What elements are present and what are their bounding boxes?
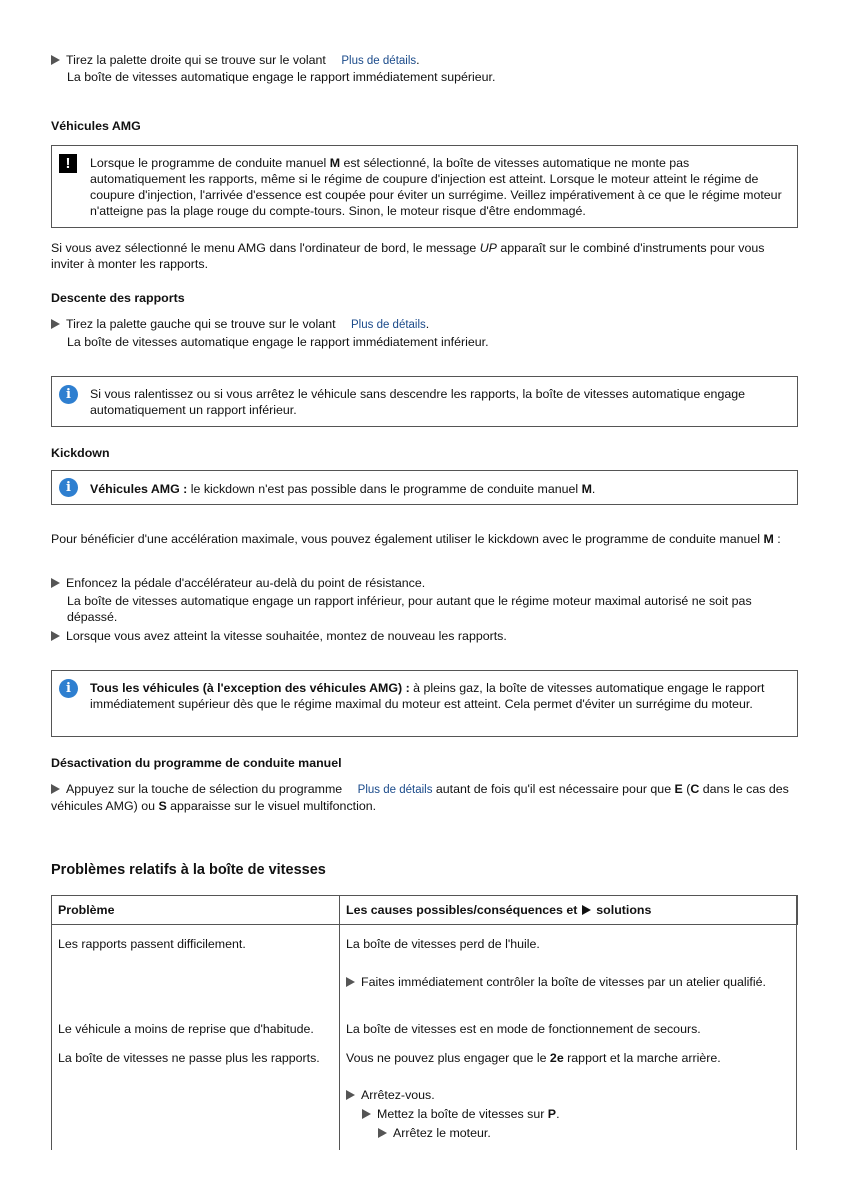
step-arrow-icon <box>51 55 60 65</box>
problem-3: La boîte de vitesses ne passe plus les rapports. <box>58 1051 320 1065</box>
kickdown-info-text: Véhicules AMG : le kickdown n'est pas possible dans le programme de conduite manuel M. <box>90 482 596 496</box>
step-arrow-icon <box>346 977 355 987</box>
deactivate-step: Appuyez sur la touche de sélection du programme Plus de détails autant de fois qu'il est nécessaire pour que E (C dans le cas des véhicules AMG) ou S apparaisse sur le visuel multifonction. <box>51 782 789 813</box>
kickdown-info-box-2 <box>51 670 798 737</box>
solution-arrow-icon <box>582 905 591 915</box>
kickdown-info-text-2: Tous les véhicules (à l'exception des véhicules AMG) : à pleins gaz, la boîte de vitesses automatique engage le rapport immédiatement supérieur dès que le régime maximal du moteur est atteint. Cela permet d'éviter un surrégime du moteur. <box>90 681 765 711</box>
kickdown-step-2: Lorsque vous avez atteint la vitesse souhaitée, montez de nouveau les rapports. <box>51 628 507 644</box>
step-arrow-icon <box>51 319 60 329</box>
solution-1: Faites immédiatement contrôler la boîte de vitesses par un atelier qualifié. <box>346 974 766 990</box>
amg-paragraph: Si vous avez sélectionné le menu AMG dans l'ordinateur de bord, le message UP apparaît sur le combiné d'instruments pour vous inviter à monter les rapports. <box>51 241 765 271</box>
kickdown-step-1-result: La boîte de vitesses automatique engage un rapport inférieur, pour autant que le régime moteur maximal autorisé ne soit pas dépassé. <box>67 594 752 624</box>
downshift-result: La boîte de vitesses automatique engage le rapport immédiatement inférieur. <box>67 335 489 349</box>
table-divider <box>339 895 340 1150</box>
warning-box <box>51 145 798 228</box>
info-icon: i <box>59 385 78 404</box>
info-icon: i <box>59 679 78 698</box>
kickdown-step-1: Enfoncez la pédale d'accélérateur au-delà du point de résistance. <box>51 575 425 591</box>
step-arrow-icon <box>51 631 60 641</box>
upshift-step: Tirez la palette droite qui se trouve sur le volant Plus de détails. <box>51 52 420 69</box>
kickdown-paragraph: Pour bénéficier d'une accélération maximale, vous pouvez également utiliser le kickdown avec le programme de conduite manuel M : <box>51 532 781 546</box>
col-header-causes: Les causes possibles/conséquences et solutions <box>346 903 652 917</box>
problem-2: Le véhicule a moins de reprise que d'habitude. <box>58 1022 314 1036</box>
kickdown-info-box <box>51 470 798 505</box>
downshift-info-box <box>51 376 798 427</box>
table-left-border <box>51 895 52 1150</box>
upshift-result: La boîte de vitesses automatique engage le rapport immédiatement supérieur. <box>67 70 496 84</box>
amg-heading: Véhicules AMG <box>51 119 141 133</box>
step-arrow-icon <box>346 1090 355 1100</box>
warning-text: Lorsque le programme de conduite manuel M est sélectionné, la boîte de vitesses automatique ne monte pas automatiquement les rapports, même si le régime de coupure d'injection est atteint. Lorsque le moteur atteint le régime de coupure d'injection, l'arrivée d'essence est coupée pour éviter un surrégime. Veillez impérativement à ce que le régime moteur n'atteigne pas la plage rouge du compte-tours. Sinon, le moteur risque d'être endommagé. <box>90 156 782 218</box>
details-link[interactable]: Plus de détails <box>341 55 417 67</box>
cause-2: La boîte de vitesses est en mode de fonctionnement de secours. <box>346 1022 701 1036</box>
details-link[interactable]: Plus de détails <box>351 319 426 331</box>
solution-3-step-3: Arrêtez le moteur. <box>378 1125 491 1141</box>
info-icon: i <box>59 478 78 497</box>
problems-heading: Problèmes relatifs à la boîte de vitesses <box>51 862 326 878</box>
step-arrow-icon <box>51 784 60 794</box>
warning-icon: ! <box>59 154 77 173</box>
step-arrow-icon <box>362 1109 371 1119</box>
downshift-step: Tirez la palette gauche qui se trouve sur le volant Plus de détails. <box>51 316 429 333</box>
table-right-border <box>796 895 797 1150</box>
details-link[interactable]: Plus de détails <box>357 784 433 796</box>
cause-3: Vous ne pouvez plus engager que le 2e rapport et la marche arrière. <box>346 1051 721 1065</box>
kickdown-heading: Kickdown <box>51 446 110 460</box>
col-header-problem: Problème <box>58 903 115 917</box>
step-arrow-icon <box>51 578 60 588</box>
solution-3-step-2: Mettez la boîte de vitesses sur P. <box>362 1106 560 1122</box>
step-arrow-icon <box>378 1128 387 1138</box>
downshift-heading: Descente des rapports <box>51 291 185 305</box>
problem-1: Les rapports passent difficilement. <box>58 937 246 951</box>
downshift-info-text: Si vous ralentissez ou si vous arrêtez le véhicule sans descendre les rapports, la boîte de vitesses automatique engage automatiquement un rapport inférieur. <box>90 387 746 417</box>
cause-1: La boîte de vitesses perd de l'huile. <box>346 937 540 951</box>
solution-3-step-1: Arrêtez-vous. <box>346 1087 435 1103</box>
deactivate-heading: Désactivation du programme de conduite manuel <box>51 756 342 770</box>
